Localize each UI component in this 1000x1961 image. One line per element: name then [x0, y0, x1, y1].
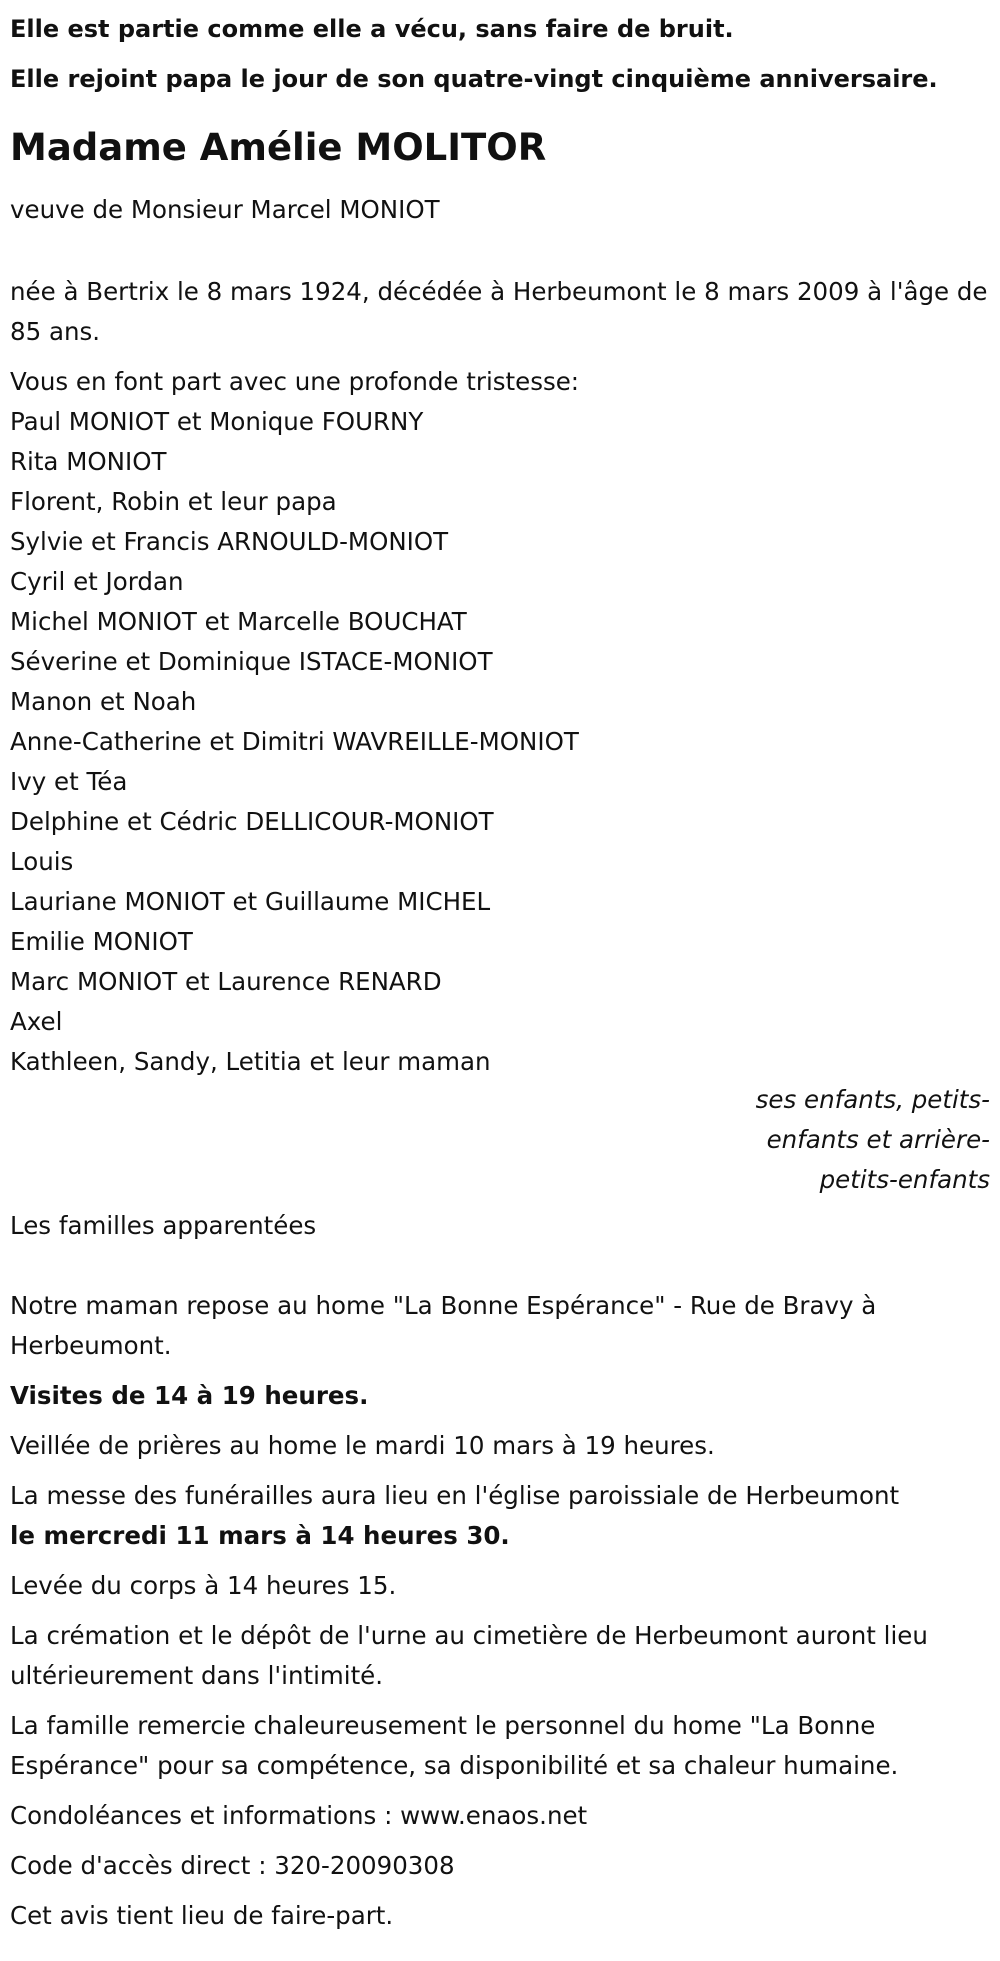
- list-item: Cyril et Jordan: [10, 567, 184, 596]
- mass-place: La messe des funérailles aura lieu en l'église paroissiale de Herbeumont: [10, 1481, 900, 1510]
- list-item: Emilie MONIOT: [10, 927, 193, 956]
- list-item: Lauriane MONIOT et Guillaume MICHEL: [10, 887, 491, 916]
- intro-line-2: Elle rejoint papa le jour de son quatre-vingt cinquième anniversaire.: [10, 65, 938, 93]
- access-code: Code d'accès direct : 320-20090308: [10, 1851, 455, 1880]
- vigil: Veillée de prières au home le mardi 10 mars à 19 heures.: [10, 1431, 715, 1460]
- family-signature: ses enfants, petits-enfants et arrière-petits-enfants: [755, 1085, 990, 1194]
- mass-date: le mercredi 11 mars à 14 heures 30.: [10, 1521, 510, 1550]
- list-item: Rita MONIOT: [10, 447, 167, 476]
- obituary-page: [0, 4, 1000, 1936]
- list-item: Paul MONIOT et Monique FOURNY: [10, 407, 424, 436]
- mass-text: [10, 1476, 990, 1556]
- intro-quote: [10, 4, 990, 104]
- condolences: Condoléances et informations : www.enaos.net: [10, 1801, 588, 1830]
- list-item: Anne-Catherine et Dimitri WAVREILLE-MONIOT: [10, 727, 579, 756]
- list-item: Ivy et Téa: [10, 767, 128, 796]
- list-item: Axel: [10, 1007, 63, 1036]
- announce-intro: Vous en font part avec une profonde tristesse:: [10, 367, 580, 396]
- levee: Levée du corps à 14 heures 15.: [10, 1571, 397, 1600]
- list-item: Manon et Noah: [10, 687, 197, 716]
- widow-of: veuve de Monsieur Marcel MONIOT: [10, 195, 440, 224]
- rest-place: Notre maman repose au home "La Bonne Espérance" - Rue de Bravy à Herbeumont.: [10, 1291, 877, 1360]
- family-list: [10, 402, 990, 1082]
- related-families: Les familles apparentées: [10, 1211, 317, 1240]
- list-item: Florent, Robin et leur papa: [10, 487, 337, 516]
- list-item: Kathleen, Sandy, Letitia et leur maman: [10, 1047, 491, 1076]
- notice: Cet avis tient lieu de faire-part.: [10, 1901, 394, 1930]
- list-item: Michel MONIOT et Marcelle BOUCHAT: [10, 607, 467, 636]
- list-item: Sylvie et Francis ARNOULD-MONIOT: [10, 527, 449, 556]
- birth-death: née à Bertrix le 8 mars 1924, décédée à Herbeumont le 8 mars 2009 à l'âge de 85 ans.: [10, 277, 988, 346]
- visits: Visites de 14 à 19 heures.: [10, 1381, 369, 1410]
- list-item: Marc MONIOT et Laurence RENARD: [10, 967, 442, 996]
- thanks: La famille remercie chaleureusement le personnel du home "La Bonne Espérance" pour sa compétence, sa disponibilité et sa chaleur humaine.: [10, 1711, 899, 1780]
- deceased-name: Madame Amélie MOLITOR: [10, 126, 547, 169]
- list-item: Séverine et Dominique ISTACE-MONIOT: [10, 647, 493, 676]
- list-item: Delphine et Cédric DELLICOUR-MONIOT: [10, 807, 494, 836]
- cremation: La crémation et le dépôt de l'urne au cimetière de Herbeumont auront lieu ultérieurement dans l'intimité.: [10, 1621, 928, 1690]
- list-item: Louis: [10, 847, 74, 876]
- intro-line-1: Elle est partie comme elle a vécu, sans faire de bruit.: [10, 15, 734, 43]
